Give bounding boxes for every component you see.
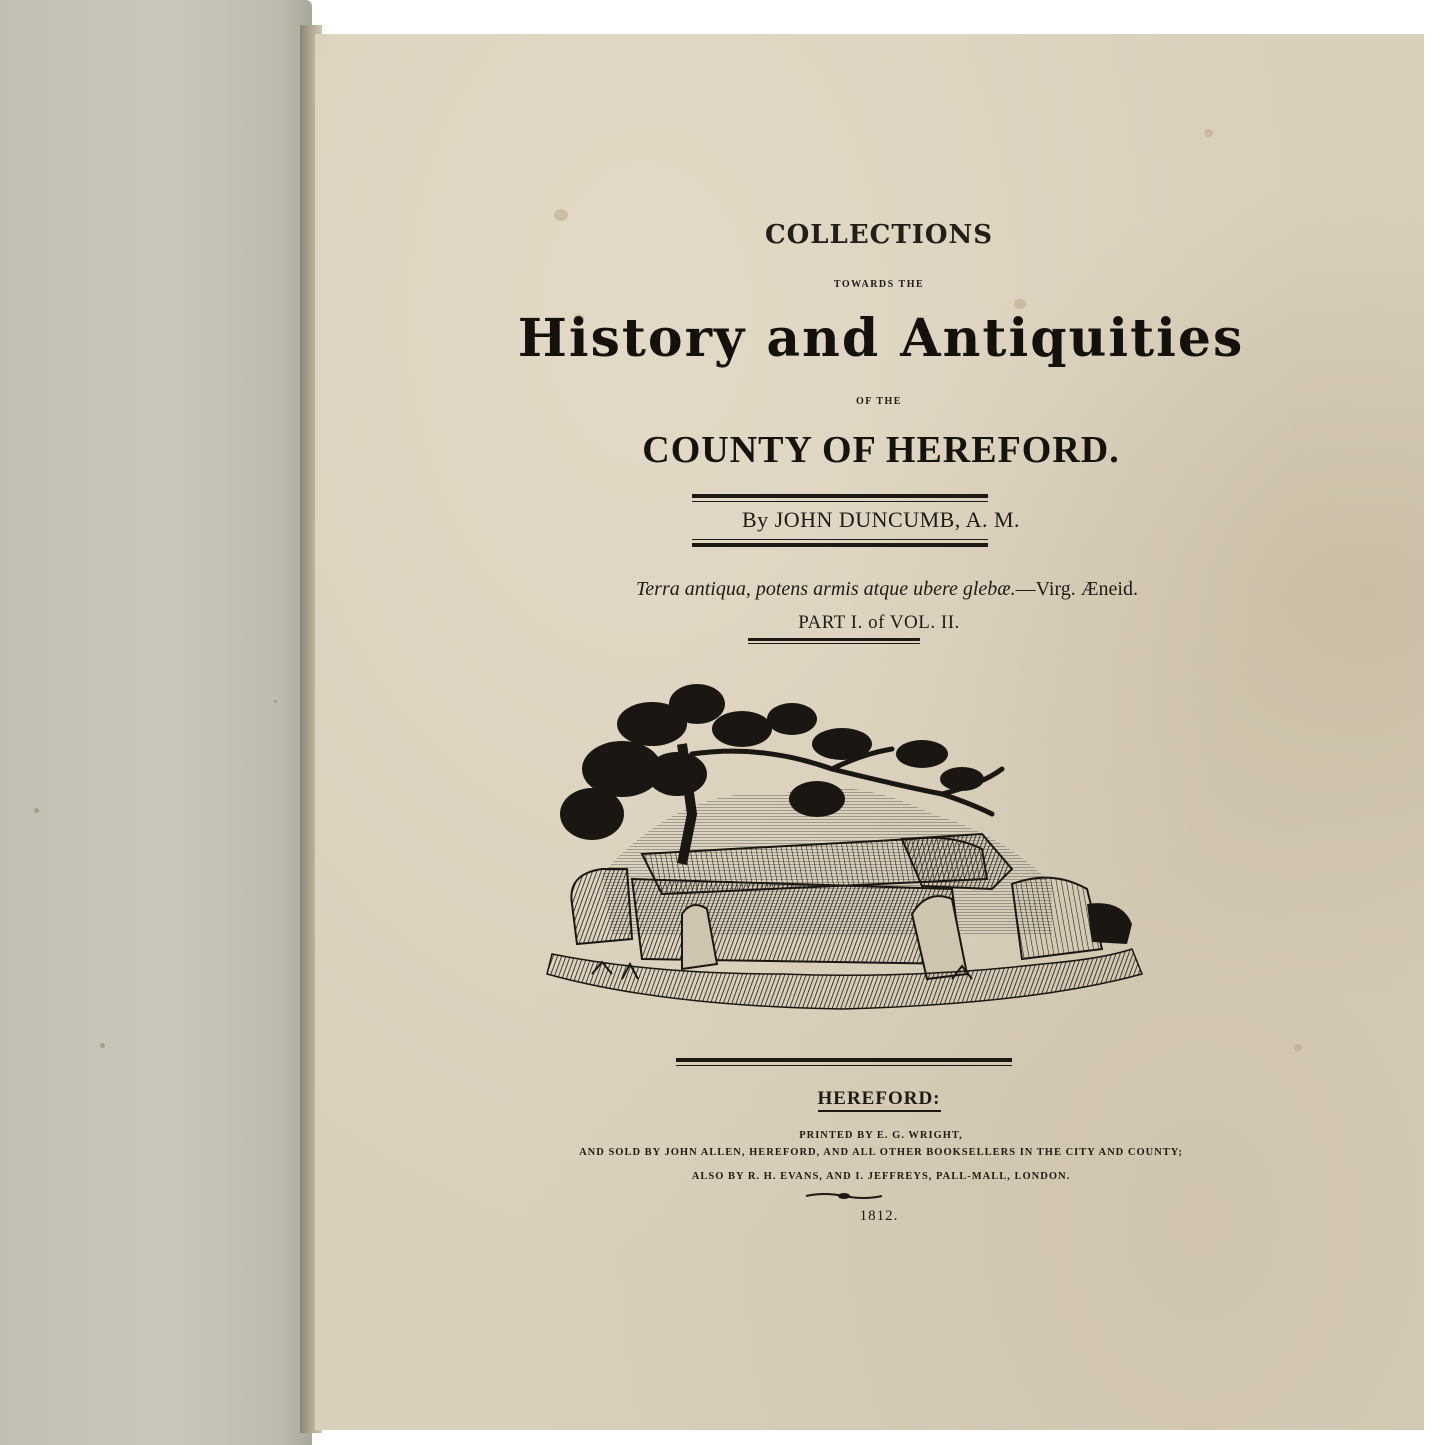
title-towards-the: TOWARDS THE	[833, 279, 925, 290]
imprint-year: 1812.	[859, 1208, 899, 1224]
title-county-of-hereford: COUNTY OF HEREFORD.	[642, 429, 1120, 471]
foxing-spot	[1294, 1044, 1302, 1051]
epigraph	[332, 578, 1442, 601]
bush-right	[1087, 903, 1132, 944]
foxing-spot	[1204, 129, 1213, 137]
part-volume: PART I. of VOL. II.	[798, 612, 960, 633]
imprint-sellers: AND SOLD BY JOHN ALLEN, HEREFORD, AND ALL OTHER BOOKSELLERS IN THE CITY AND COUNTY;	[579, 1147, 1183, 1158]
endpaper-left	[0, 0, 312, 1445]
title-page	[314, 34, 1424, 1430]
dolmen-engraving	[532, 674, 1152, 1014]
ornament-dash	[804, 1191, 884, 1201]
double-rule-thick	[692, 494, 988, 498]
epigraph-source: —Virg. Æneid.	[1015, 578, 1138, 600]
double-rule-thin	[692, 539, 988, 540]
part-rule-thin	[748, 643, 920, 644]
double-rule-thick	[692, 543, 988, 547]
bottom-rule-thick	[676, 1058, 1012, 1062]
foxing-spot	[274, 700, 277, 703]
double-rule-thin	[692, 501, 988, 502]
part-rule-thick	[748, 638, 920, 641]
rock-left	[571, 869, 632, 944]
title-of-the: OF THE	[856, 396, 902, 407]
foxing-spot	[100, 1043, 105, 1048]
author-line: By JOHN DUNCUMB, A. M.	[741, 507, 1021, 532]
bottom-rule-thin	[676, 1065, 1012, 1066]
epigraph-text: Terra antiqua, potens armis atque ubere glebæ.	[636, 578, 1016, 600]
imprint-printer: PRINTED BY E. G. WRIGHT,	[799, 1130, 963, 1141]
title-history-and-antiquities: History and Antiquities	[517, 308, 1245, 369]
imprint-place	[324, 1088, 1434, 1110]
foxing-spot	[34, 808, 39, 813]
imprint-place-text: HEREFORD:	[818, 1088, 941, 1112]
rock-right	[1012, 878, 1102, 959]
title-collections: COLLECTIONS	[764, 220, 994, 250]
imprint-london: ALSO BY R. H. EVANS, AND I. JEFFREYS, PALL-MALL, LONDON.	[691, 1171, 1071, 1182]
